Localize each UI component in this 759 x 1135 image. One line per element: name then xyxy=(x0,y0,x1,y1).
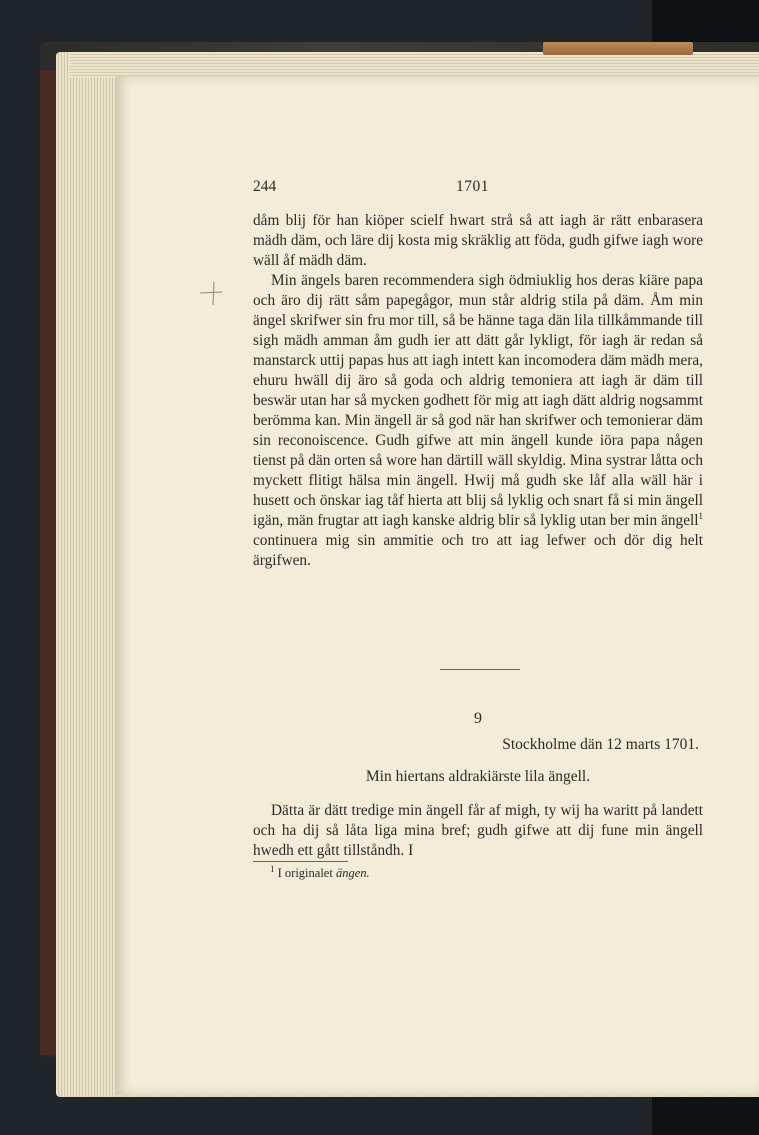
footnote-text: I originalet xyxy=(277,866,336,880)
paragraph xyxy=(253,271,703,571)
section-divider xyxy=(440,669,520,670)
paragraph: Dätta är dätt tredige min ängell får af migh, ty wij ha waritt på landett och ha dij så låta liga mina bref; gudh gifwe att dij fune min ängell hwedh ett gått tillståndh. I xyxy=(253,802,703,859)
footnote xyxy=(270,863,700,881)
footnote-number: 1 xyxy=(270,863,275,874)
running-head-year: 1701 xyxy=(456,178,489,195)
page-stack-top xyxy=(70,52,759,78)
paragraph-text-tail: continuera mig sin ammitie och tro att iag lefwer och dör dig helt ärgifwen. xyxy=(253,532,703,569)
footnote-italic: ängen. xyxy=(335,866,370,880)
bookmark-ribbon xyxy=(543,42,693,55)
letter-number: 9 xyxy=(474,710,482,727)
salutation: Min hiertans aldrakiärste lila ängell. xyxy=(365,768,591,785)
letter-9-body xyxy=(253,801,703,861)
letter-8-continuation xyxy=(253,211,703,571)
dateline: Stockholme dän 12 marts 1701. xyxy=(502,736,699,753)
footnote-reference: 1 xyxy=(698,510,703,521)
paragraph-text: Min ängels baren recommendera sigh ödmiuklig hos deras kiäre papa och äro dij rätt såm papegågor, mun står aldrig stila på däm. Åm min ängel skrifwer sin fru mor till, så be hänne taga dän lila tillkåmmande till sigh mädh amman åm gudh ier att dätt går lykligt, för iagh är redan så manstarck uttij papas hus att iagh intett kan incomodera däm mädh mera, ehuru hwäll dij äro så goda och aldrig temoniera att iagh är däm till beswär utan har så mycken godhett för mig att iagh dätt aldrig nogsammt berömma kan. Min ängell är så god när han skrifwer och temonierar däm sin reconoiscence. Gudh gifwe att min ängell kunde iöra papa någen tienst på dän orten så wore han därtill wäll skyldig. Mina systrar låtta och myckett flitigt hälsa min ängell. Hwij må gudh ske låf alla wäll här i husett och önskar iag tåf hierta att blij så lyklig och snart få si min ängell igän, män frugtar att iagh kanske aldrig blir så lyklig utan ber min ängell xyxy=(253,272,703,529)
paragraph: dåm blij för han kiöper scielf hwart strå så att iagh är rätt enbarasera mädh däm, och läre dij kosta mig skräklig att föda, gudh gifwe iagh wore wäll åf mädh däm. xyxy=(253,212,703,269)
page-number: 244 xyxy=(253,178,277,195)
pencil-cross-mark xyxy=(198,280,224,306)
footnote-rule xyxy=(253,861,348,862)
running-header xyxy=(253,178,703,200)
